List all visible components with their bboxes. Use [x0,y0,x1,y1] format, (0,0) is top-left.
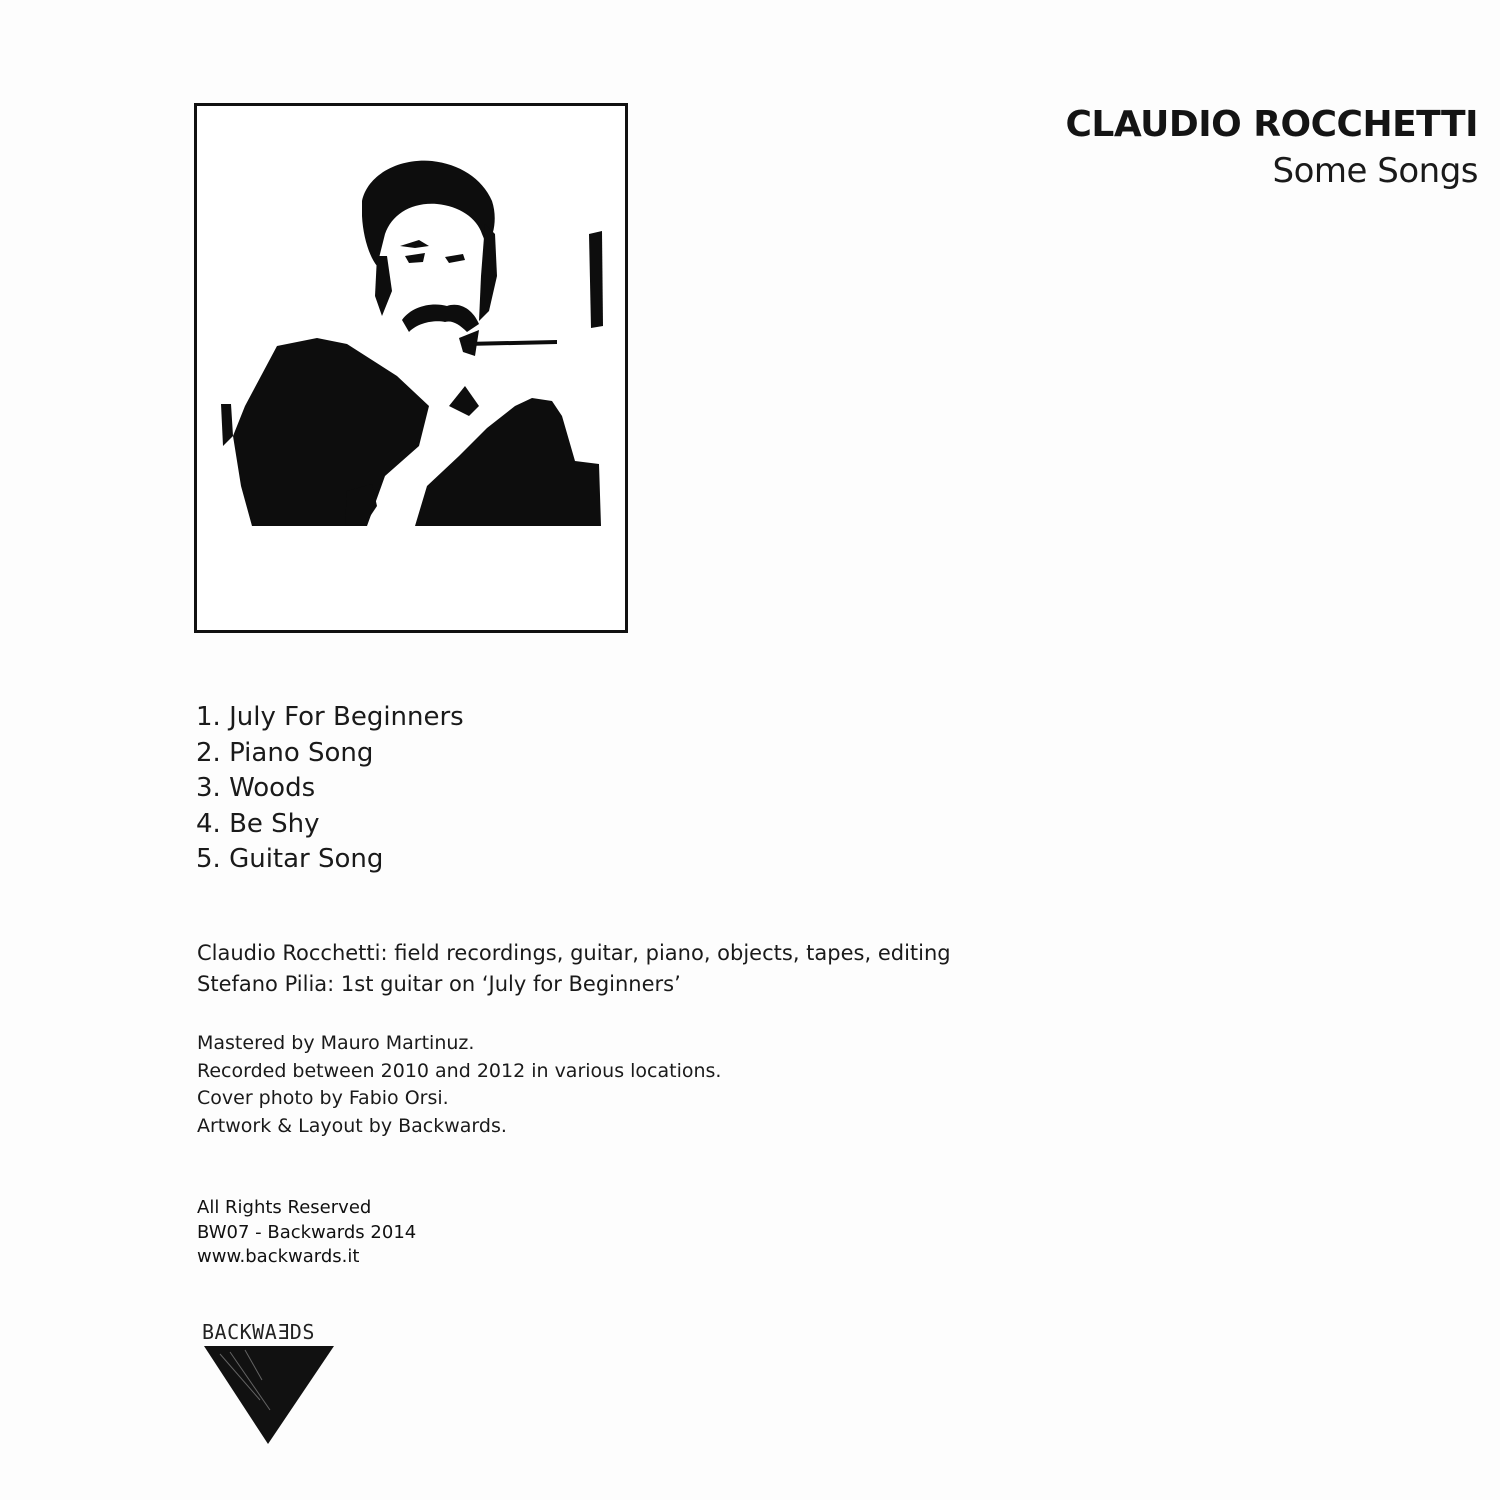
note-line: Mastered by Mauro Martinuz. [197,1032,475,1054]
label-logo-text: BACKWAƎDS [202,1320,315,1344]
production-notes [197,1030,721,1140]
track-item: 3. Woods [196,773,316,803]
cover-photo [194,103,628,633]
credit-line: Claudio Rocchetti: field recordings, guitar, piano, objects, tapes, editing [197,941,951,965]
note-line: Cover photo by Fabio Orsi. [197,1087,449,1109]
note-line: Artwork & Layout by Backwards. [197,1114,507,1137]
website-line: www.backwards.it [197,1246,360,1267]
rights-line: All Rights Reserved [197,1197,372,1218]
performer-credits [197,938,951,1000]
portrait-illustration [197,106,625,630]
backwards-triangle-logo-icon [200,1340,340,1450]
track-item: 1. July For Beginners [196,702,464,732]
credit-line: Stefano Pilia: 1st guitar on ‘July for Beginners’ [197,972,681,996]
artist-name: CLAUDIO ROCCHETTI [1065,104,1478,145]
album-title: Some Songs [1272,151,1478,191]
track-list [196,700,464,878]
track-item: 5. Guitar Song [196,844,384,874]
track-item: 2. Piano Song [196,737,374,768]
track-item: 4. Be Shy [196,808,320,839]
rights-block [197,1196,416,1270]
catalog-line: BW07 - Backwards 2014 [197,1221,417,1243]
note-line: Recorded between 2010 and 2012 in various locations. [197,1059,722,1082]
